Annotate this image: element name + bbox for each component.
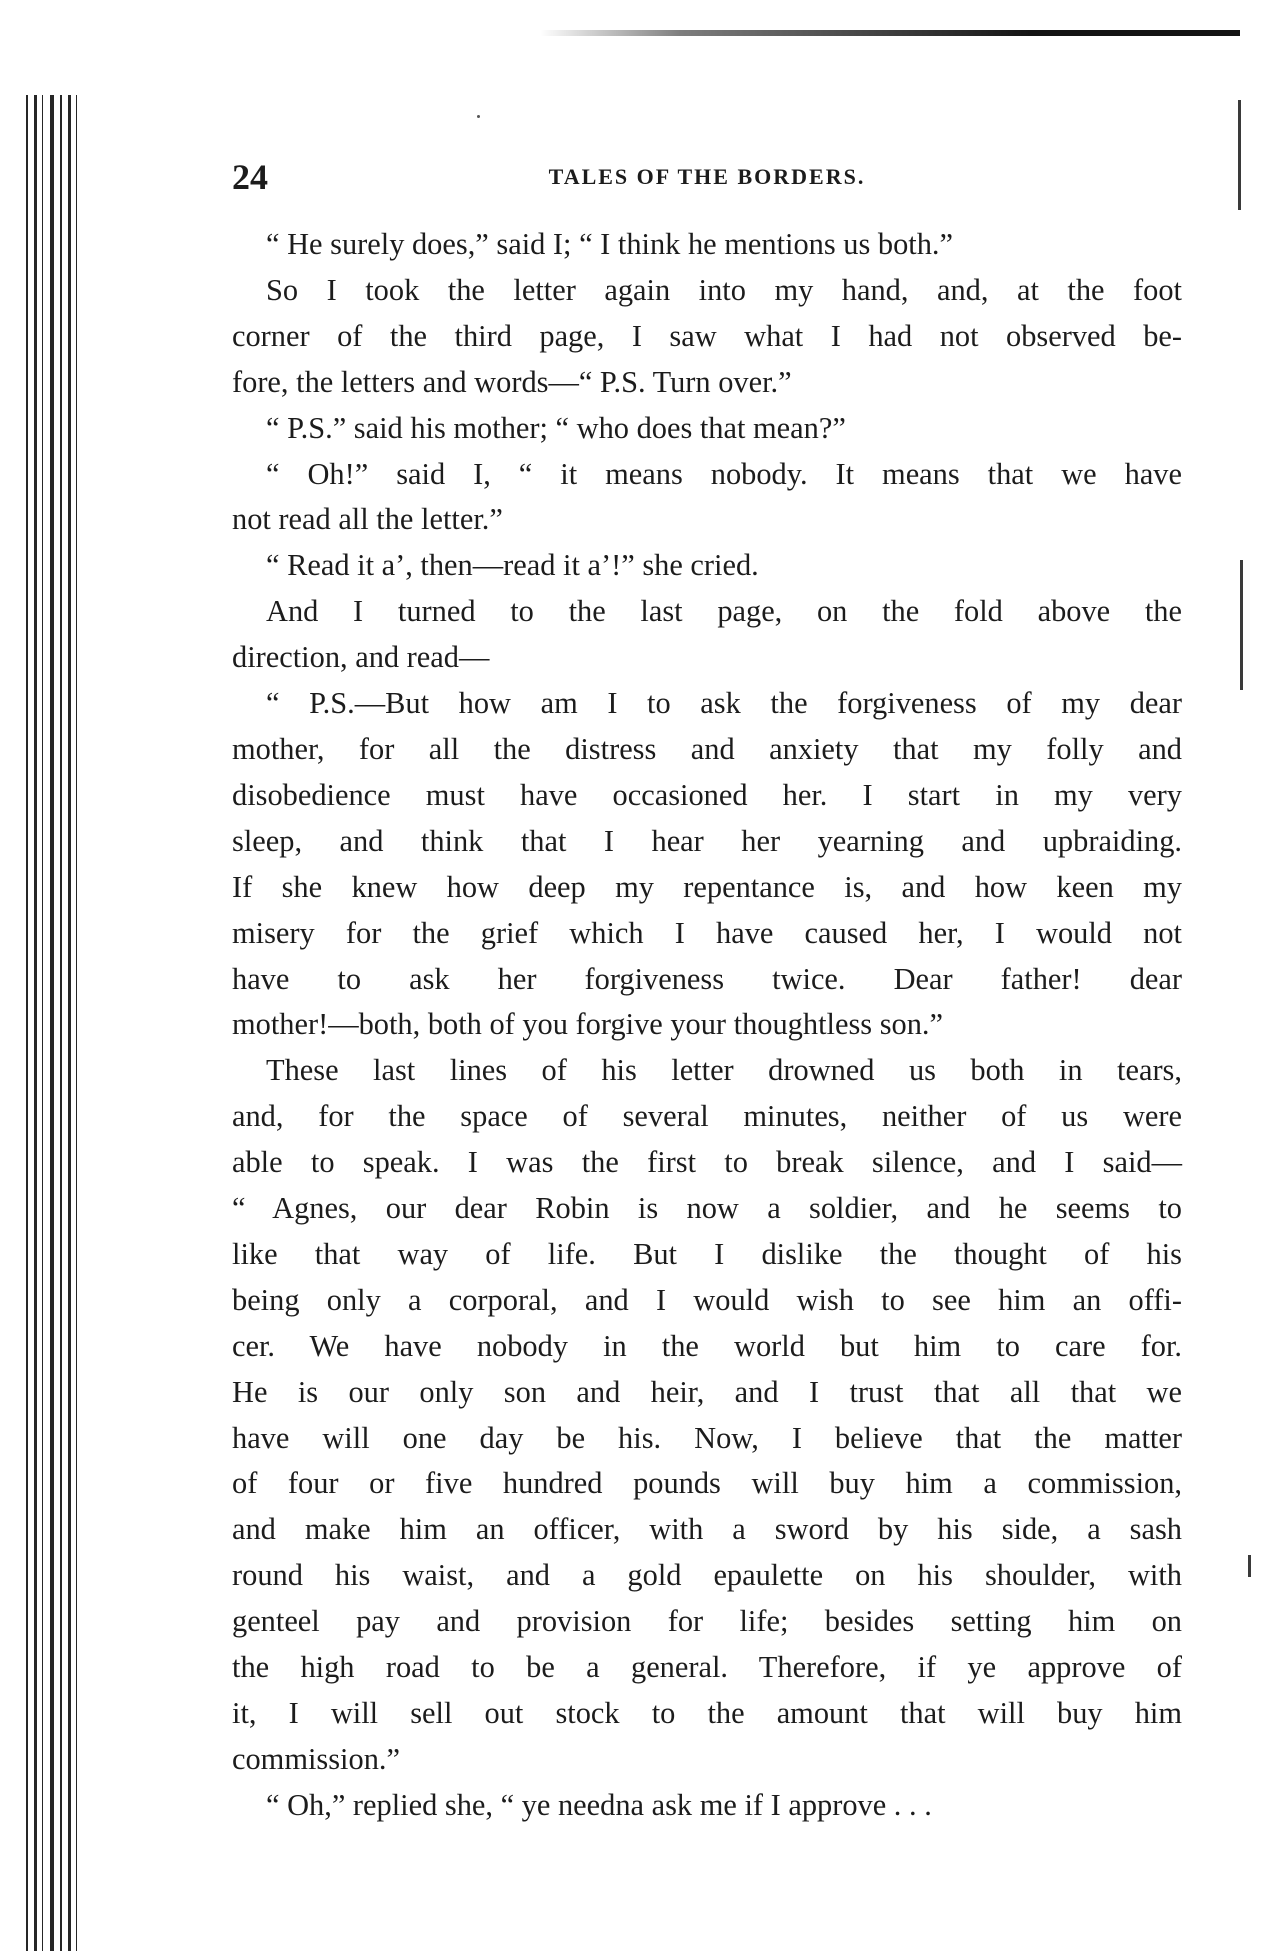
text-line: and make him an officer, with a sword by his side, a sash: [232, 1512, 1182, 1547]
text-line: corner of the third page, I saw what I had not observed be-: [232, 318, 1182, 353]
text-line: cer. We have nobody in the world but him to care for.: [232, 1328, 1182, 1363]
scan-binding-edge: [22, 95, 82, 1951]
text-line: “ Oh,” replied she, “ ye needna ask me if I approve . . .: [266, 1787, 932, 1822]
text-line: genteel pay and provision for life; besides setting him on: [232, 1604, 1182, 1639]
text-line: being only a corporal, and I would wish to see him an offi-: [232, 1282, 1182, 1317]
text-line: direction, and read—: [232, 640, 490, 675]
text-line: round his waist, and a gold epaulette on his shoulder, with: [232, 1558, 1182, 1593]
body-text: [232, 222, 1182, 1829]
text-line: And I turned to the last page, on the fold above the: [266, 594, 1182, 629]
page-number: 24: [232, 157, 268, 197]
text-line: fore, the letters and words—“ P.S. Turn over.”: [232, 364, 792, 399]
scan-margin-mark: [1238, 100, 1241, 210]
text-line: These last lines of his letter drowned us both in tears,: [266, 1053, 1182, 1088]
page-header: [232, 154, 1182, 210]
text-line: of four or five hundred pounds will buy him a commission,: [232, 1466, 1182, 1501]
text-line: misery for the grief which I have caused her, I would not: [232, 915, 1182, 950]
text-line: it, I will sell out stock to the amount that will buy him: [232, 1696, 1182, 1730]
text-line: “ Read it a’, then—read it a’!” she cried.: [266, 548, 759, 583]
scan-top-rule: [540, 30, 1240, 36]
running-title: TALES OF THE BORDERS.: [548, 164, 866, 189]
text-line: So I took the letter again into my hand, and, at the foot: [266, 272, 1182, 307]
text-line: “ P.S.—But how am I to ask the forgiveness of my dear: [266, 686, 1182, 721]
text-line: He is our only son and heir, and I trust that all that we: [232, 1374, 1182, 1409]
scan-margin-mark: [1240, 560, 1243, 690]
text-line: the high road to be a general. Therefore, if ye approve of: [232, 1650, 1182, 1685]
text-line: and, for the space of several minutes, neither of us were: [232, 1099, 1182, 1134]
text-line: commission.”: [232, 1741, 400, 1776]
text-line: have to ask her forgiveness twice. Dear father! dear: [232, 961, 1182, 996]
book-page: [232, 154, 1182, 1829]
text-line: able to speak. I was the first to break silence, and I said—: [232, 1145, 1182, 1180]
text-line: sleep, and think that I hear her yearning and upbraiding.: [232, 823, 1182, 858]
text-line: mother, for all the distress and anxiety that my folly and: [232, 731, 1182, 766]
text-line: If she knew how deep my repentance is, and how keen my: [232, 869, 1182, 904]
scan-speck: [477, 115, 480, 118]
text-line: like that way of life. But I dislike the thought of his: [232, 1236, 1182, 1271]
text-line: not read all the letter.”: [232, 502, 503, 537]
text-line: “ P.S.” said his mother; “ who does that mean?”: [266, 410, 846, 445]
text-line: “ He surely does,” said I; “ I think he mentions us both.”: [266, 227, 954, 261]
scan-margin-mark: [1248, 1555, 1251, 1577]
text-line: mother!—both, both of you forgive your thoughtless son.”: [232, 1007, 944, 1042]
text-line: “ Oh!” said I, “ it means nobody. It means that we have: [266, 456, 1182, 491]
text-line: have will one day be his. Now, I believe that the matter: [232, 1420, 1182, 1455]
text-line: disobedience must have occasioned her. I start in my very: [232, 777, 1182, 812]
text-line: “ Agnes, our dear Robin is now a soldier, and he seems to: [232, 1191, 1182, 1226]
